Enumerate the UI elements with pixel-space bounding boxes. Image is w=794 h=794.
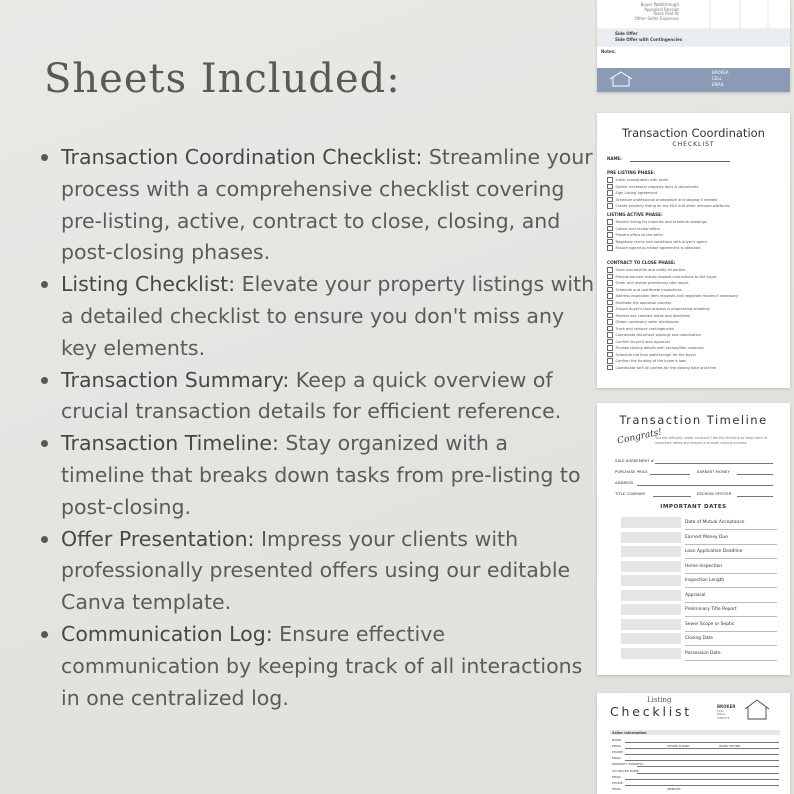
field-label: ADDRESS (615, 480, 634, 485)
notes-label: Notes: (601, 49, 616, 54)
field-line (737, 474, 773, 475)
listing-field-label: NAME: (612, 738, 622, 742)
feature-item (35, 142, 595, 269)
house-icon (608, 71, 634, 87)
broker-sub-label: CELL (717, 709, 724, 713)
tc-check-item: Negotiate terms and conditions with buyer's agent (607, 239, 707, 245)
feature-item (35, 269, 595, 364)
date-label: Possession Date (685, 650, 721, 656)
tc-section-heading: CONTRACT TO CLOSE PHASE: (607, 260, 676, 265)
listing-field-label: EMAIL: (612, 775, 623, 779)
page-heading: Sheets Included: (44, 56, 401, 102)
listing-field-label: WEBSITE: (667, 787, 682, 791)
listing-field-label: EMAIL: (612, 756, 623, 760)
date-box (621, 604, 681, 615)
tc-check-item: Schedule and coordinate inspections (607, 287, 682, 293)
feature-title: Transaction Coordination Checklist: (61, 145, 423, 169)
summary-sheet-preview (597, 0, 790, 92)
listing-field-line (625, 754, 779, 755)
date-line (685, 616, 777, 617)
tc-name-line (630, 161, 730, 162)
summary-note: Buyer Walkthrough (640, 2, 679, 7)
tc-sheet-subtitle: CHECKLIST (672, 141, 715, 148)
field-label: PURCHASE PRICE (615, 469, 648, 474)
congrats-script: Congrats! (616, 427, 663, 447)
date-box (621, 619, 681, 630)
tc-check-item: Track and remove contingencies (607, 326, 674, 332)
bullet-icon (41, 440, 48, 447)
summary-contact-block (712, 70, 729, 88)
date-label: Closing Date (685, 636, 713, 641)
date-box (621, 561, 681, 572)
feature-title: Transaction Timeline: (61, 431, 279, 456)
feature-title: Transaction Summary: (61, 367, 290, 392)
summary-note: Taxes Paid At (652, 11, 679, 17)
date-line (685, 660, 777, 661)
tc-check-item: Coordinate document signings and notarization (607, 332, 701, 338)
listing-title: Checklist (610, 704, 693, 719)
field-line (655, 463, 773, 464)
listing-field-label: PHONE: (612, 781, 624, 785)
date-box (621, 575, 681, 586)
field-label: TITLE COMPANY (615, 491, 646, 496)
date-label: Inspection Length (685, 578, 725, 583)
summary-note: Appraisal Receipt (644, 6, 679, 12)
bullet-icon (41, 536, 48, 543)
tc-check-item: Open escrow/title and notify all parties (607, 267, 685, 273)
summary-footer-band (597, 68, 790, 92)
date-label: Loan Application Deadline (685, 549, 743, 554)
listing-field-label: PHONE: (612, 750, 624, 754)
date-line (685, 558, 777, 559)
broker-sub-label: WEBSITE (717, 715, 730, 720)
listing-field-line (625, 742, 779, 743)
tc-check-item: Schedule professional photograph and staging if needed (607, 197, 717, 203)
timeline-sheet-title: Transaction Timeline (619, 413, 768, 427)
field-label: SALE AGREEMENT # (615, 458, 654, 463)
tc-check-item: Coordinate with all parties for the closing date and time (607, 365, 716, 371)
tc-check-item: Confirm the funding of the buyer's loan (607, 358, 686, 364)
feature-item (35, 428, 595, 523)
feature-list (35, 142, 595, 714)
listing-title-script: Listing (647, 696, 672, 704)
broker-sub-label: EMAIL (717, 712, 726, 717)
feature-title: Offer Presentation: (61, 526, 255, 551)
date-line (685, 573, 777, 574)
date-line (685, 587, 777, 588)
feature-desc: Keep a quick overview of crucial transaction details for efficient reference. (61, 367, 562, 424)
feature-item (35, 524, 595, 619)
date-label: Sewer Scope or Septic (685, 621, 735, 627)
listing-field-line (625, 785, 779, 786)
house-icon (744, 699, 770, 721)
feature-desc: Stay organized with a timeline that breaks down tasks from pre-listing to post-closing. (61, 431, 581, 519)
tc-name-label: NAME: (607, 156, 622, 161)
tc-check-item: Collect and review offers (607, 226, 660, 232)
listing-field-line (625, 779, 779, 780)
tc-check-item: Schedule the final walkthrough for the buyer (607, 352, 696, 358)
feature-desc: Impress your clients with professionally presented offers using our editable Canva template. (61, 526, 571, 615)
tc-check-item: Monitor key contract dates and deadlines (607, 313, 690, 319)
tc-check-item: Facilitate the appraisal process (607, 300, 671, 306)
date-label: Appraisal (685, 592, 706, 598)
listing-field-line (625, 748, 779, 749)
summary-notes (619, 3, 679, 21)
tc-check-item: Provide earnest money deposit instructions to the buyer (607, 274, 717, 280)
tc-section-heading: LISTING ACTIVE PHASE: (607, 212, 663, 217)
tc-check-item: Create property listing on the MLS and other relevant platforms (607, 203, 730, 209)
bullet-icon (41, 377, 48, 384)
bullet-icon (41, 631, 48, 638)
seller-info-label: Seller Information (612, 730, 647, 735)
broker-sub-block (717, 710, 729, 720)
summary-note: Other Seller Expenses (634, 15, 679, 21)
important-dates-heading: IMPORTANT DATES (660, 504, 727, 510)
feature-desc: Ensure effective communication by keeping track of all interactions in one centralized log. (61, 621, 583, 710)
broker-label: BROKER (717, 704, 736, 709)
field-line (650, 474, 690, 475)
bullet-icon (41, 281, 48, 288)
listing-field-line (637, 773, 779, 774)
listing-field-line (637, 766, 779, 767)
contact-label: CELL (712, 76, 722, 81)
listing-field-label: EMAIL: (612, 787, 623, 791)
listing-field-label: PROPERTY ADDRESS: (612, 762, 644, 766)
tc-check-item: Initial consultation with seller (607, 177, 668, 183)
feature-title: Listing Checklist: (61, 272, 236, 297)
field-line (737, 496, 773, 497)
listing-phone-label: WORK PHONE: (719, 744, 741, 748)
date-line (685, 631, 777, 632)
timeline-blurb: You are officially under contract! Use this timeline to keep track of important dates and ensure a smooth closing process. (655, 436, 768, 445)
date-line (685, 602, 777, 603)
tc-check-item: Ensure buyer's loan process is progressing smoothly (607, 306, 710, 312)
feature-title: Communication Log: (61, 621, 273, 646)
field-line (637, 485, 773, 486)
date-line (685, 529, 777, 530)
tc-sheet-title: Transaction Coordination (622, 126, 765, 140)
tc-check-item: Order and review preliminary title report (607, 280, 689, 286)
date-label: Preliminary Title Report (685, 607, 737, 612)
field-line (653, 496, 691, 497)
date-line (685, 645, 777, 646)
tc-check-item: Ensure signed purchase agreement is obtained (607, 245, 700, 251)
tc-section-heading: PRE LISTING PHASE: (607, 170, 656, 175)
feature-desc: Streamline your process with a comprehensive checklist covering pre-listing, active, contract to close, closing, and post-closing phases. (61, 145, 593, 265)
listing-field-label: CO-SELLER NAME: (612, 769, 640, 773)
tc-checklist-preview (597, 113, 790, 388)
side-offer-contingencies-label: Side Offer with Contingencies (615, 37, 683, 42)
tc-check-item: Monitor listing for inquiries and schedule showings (607, 219, 707, 225)
date-line (685, 544, 777, 545)
field-label: ESCROW OFFICER (697, 491, 732, 496)
date-box (621, 532, 681, 543)
timeline-sheet-preview (597, 403, 790, 675)
listing-phone-label: PHONE PHONE: (667, 744, 691, 748)
tc-check-item: Present offers to the seller (607, 232, 663, 238)
date-label: Date of Mutual Acceptance (685, 520, 745, 525)
date-box (621, 648, 681, 659)
feature-item (35, 619, 595, 714)
tc-check-item: Gather necessary property docs & documents (607, 184, 698, 190)
listing-field-line (625, 760, 779, 761)
listing-field-label: EMAIL: (612, 744, 623, 748)
tc-check-item: Sign Listing Agreement (607, 190, 657, 196)
tc-check-item: Finalize closing details with escrow/title company (607, 345, 704, 351)
contact-label: BROKER (712, 70, 729, 75)
contact-label: EMAIL (712, 82, 725, 87)
field-label: EARNEST MONEY (697, 469, 730, 474)
side-offer-label: Side Offer (615, 31, 638, 36)
listing-checklist-preview (597, 693, 790, 794)
date-label: Earnest Money Due (685, 534, 728, 540)
date-box (621, 590, 681, 601)
feature-desc: Elevate your property listings with a detailed checklist to ensure you don't miss any key elements. (61, 272, 595, 360)
date-box (621, 517, 681, 528)
feature-item (35, 365, 595, 429)
date-box (621, 546, 681, 557)
tc-check-item: Obtain necessary seller disclosures (607, 319, 679, 325)
tc-check-item: Address inspection item requests and negotiate repairs if necessary (607, 293, 738, 299)
date-label: Home Inspection (685, 563, 723, 569)
bullet-icon (41, 154, 48, 161)
tc-check-item: Confirm buyer's loan approval (607, 339, 670, 345)
date-box (621, 633, 681, 644)
